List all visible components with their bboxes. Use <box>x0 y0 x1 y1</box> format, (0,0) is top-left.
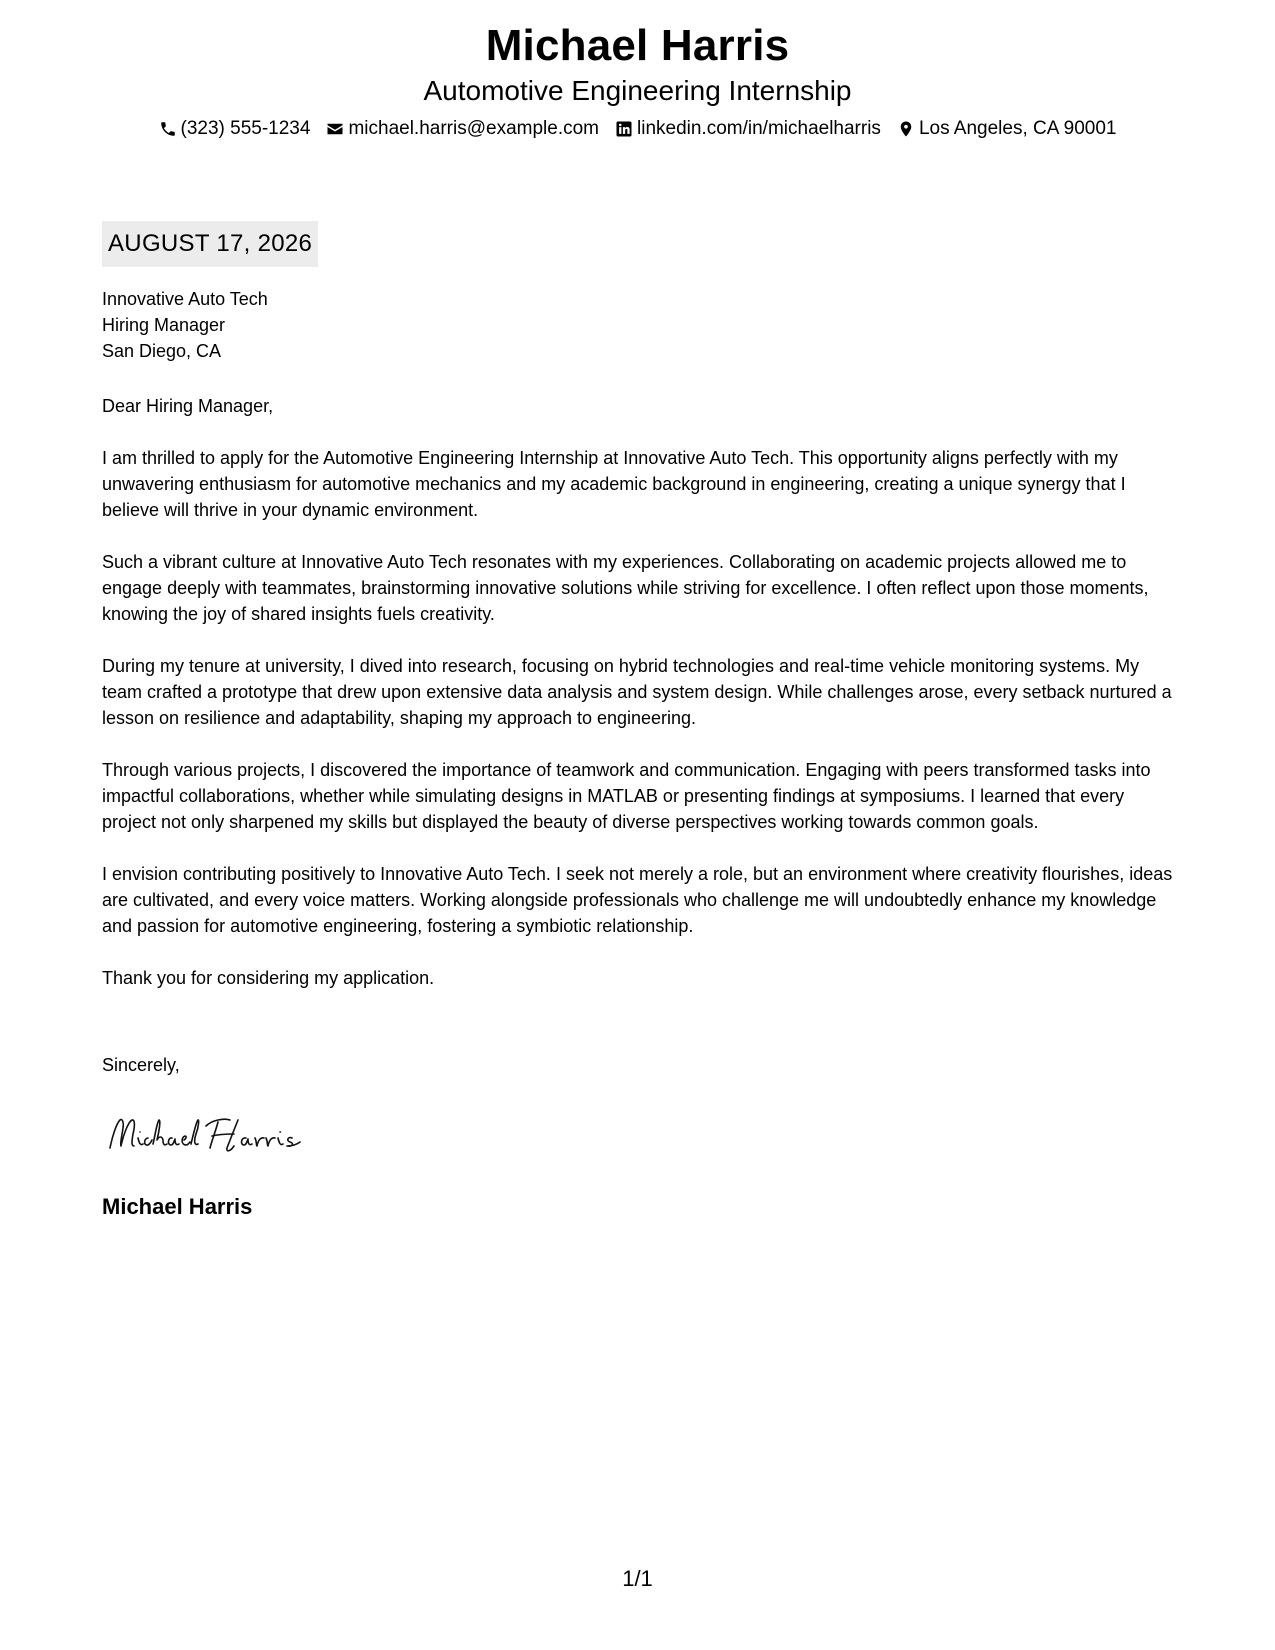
contact-info <box>0 116 1275 142</box>
contact-email[interactable] <box>326 116 599 142</box>
paragraph: Such a vibrant culture at Innovative Auto Tech resonates with my experiences. Collaborating on academic projects allowed me to engage deeply with teammates, brainstorming innovative solutions while striving for excellence. I often reflect upon those moments, knowing the joy of shared insights fuels creativity. <box>102 552 1149 624</box>
envelope-icon <box>326 120 344 138</box>
applicant-name: Michael Harris <box>485 21 790 70</box>
phone-number: (323) 555-1234 <box>180 118 311 139</box>
closing: Sincerely, <box>102 1055 180 1075</box>
letter-header <box>0 18 1275 142</box>
recipient-location: San Diego, CA <box>102 341 222 361</box>
location-text: Los Angeles, CA 90001 <box>918 118 1117 139</box>
map-pin-icon <box>897 120 915 138</box>
recipient-company: Innovative Auto Tech <box>102 289 268 309</box>
linkedin-icon <box>615 120 633 138</box>
paragraph: I envision contributing positively to Innovative Auto Tech. I seek not merely a role, but an environment where creativity flourishes, ideas are cultivated, and every voice matters. Working alongside professionals who challenge me will undoubtedly enhance my knowledge and passion for automotive engineering, fostering a symbiotic relationship. <box>102 864 1173 936</box>
page-indicator: 1/1 <box>622 1566 653 1591</box>
email-address[interactable]: michael.harris@example.com <box>348 118 599 139</box>
recipient-block <box>102 286 268 364</box>
phone-icon <box>159 120 177 138</box>
contact-location <box>897 116 1117 142</box>
contact-linkedin[interactable] <box>615 116 881 142</box>
paragraph: I am thrilled to apply for the Automotive Engineering Internship at Innovative Auto Tech. This opportunity aligns perfectly with my unwavering enthusiasm for automotive mechanics and my academic background in engineering, creating a unique synergy that I believe will thrive in your dynamic environment. <box>102 448 1126 520</box>
contact-phone <box>159 116 311 142</box>
handwritten-signature <box>106 1108 366 1160</box>
signed-name: Michael Harris <box>102 1194 253 1219</box>
recipient-title: Hiring Manager <box>102 315 226 335</box>
paragraph: Thank you for considering my application. <box>102 968 435 988</box>
salutation: Dear Hiring Manager, <box>102 396 274 416</box>
paragraph: Through various projects, I discovered the importance of teamwork and communication. Engaging with peers transformed tasks into impactful collaborations, whether while simulating designs in MATLAB or presenting findings at symposiums. I learned that every project not only sharpened my skills but displayed the beauty of diverse perspectives working towards common goals. <box>102 760 1151 832</box>
letter-body <box>102 393 1182 1017</box>
linkedin-url[interactable]: linkedin.com/in/michaelharris <box>637 118 881 139</box>
paragraph: During my tenure at university, I dived into research, focusing on hybrid technologies and real-time vehicle monitoring systems. My team crafted a prototype that drew upon extensive data analysis and system design. While challenges arose, every setback nurtured a lesson on resilience and adaptability, shaping my approach to engineering. <box>102 656 1172 728</box>
letter-date: AUGUST 17, 2026 <box>102 221 318 267</box>
position-title: Automotive Engineering Internship <box>423 75 852 106</box>
